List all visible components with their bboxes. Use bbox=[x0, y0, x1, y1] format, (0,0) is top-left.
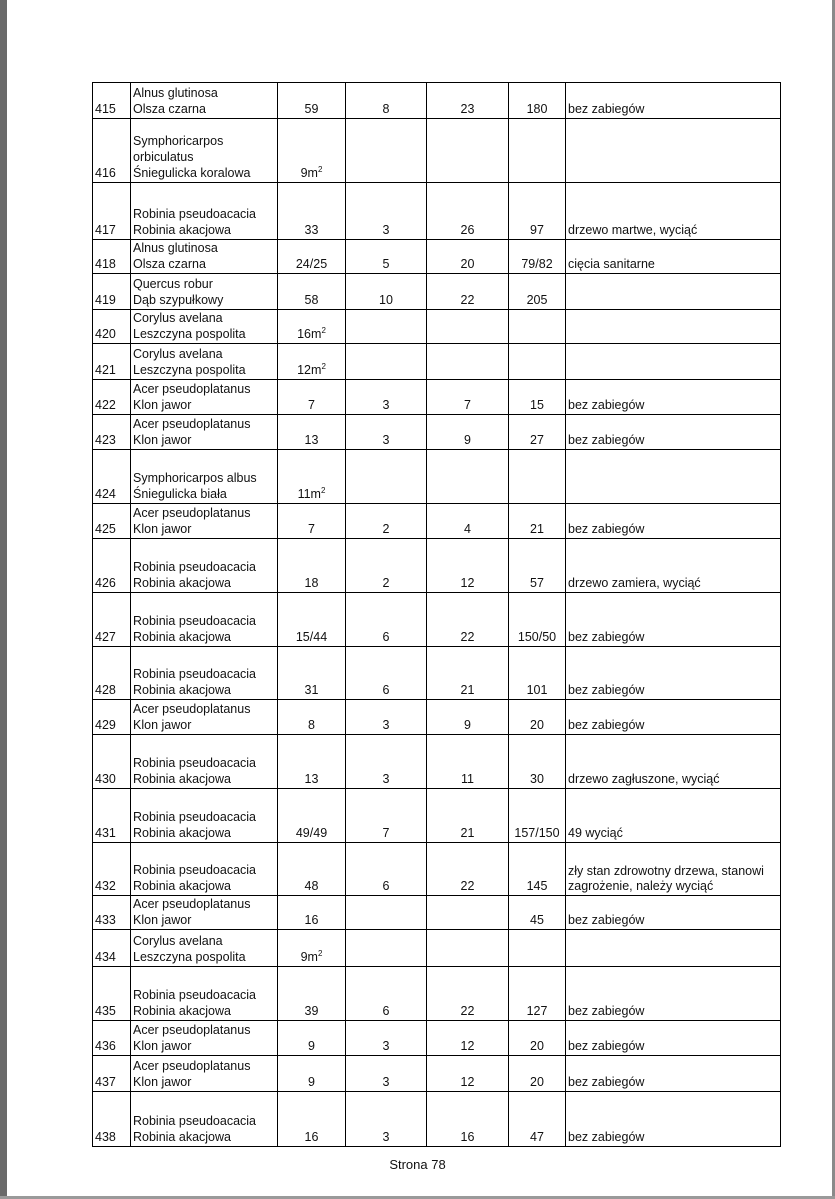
measurement-3 bbox=[427, 119, 509, 183]
species-name bbox=[131, 415, 278, 450]
species-common: Leszczyna pospolita bbox=[133, 950, 246, 964]
measurement-2: 6 bbox=[346, 843, 427, 896]
species-common: Robinia akacjowa bbox=[133, 683, 231, 697]
species-common: Klon jawor bbox=[133, 913, 192, 927]
table-row bbox=[93, 344, 781, 380]
scan-left-edge bbox=[0, 0, 7, 1199]
species-name bbox=[131, 183, 278, 240]
measurement-2: 3 bbox=[346, 183, 427, 240]
species-common: Klon jawor bbox=[133, 433, 192, 447]
measurement-3 bbox=[427, 450, 509, 504]
measurement-3 bbox=[427, 930, 509, 967]
species-name bbox=[131, 735, 278, 789]
tree-number: 437 bbox=[93, 1056, 131, 1092]
tree-number: 433 bbox=[93, 896, 131, 930]
measurement-2 bbox=[346, 310, 427, 344]
measurement-4: 127 bbox=[509, 967, 566, 1021]
tree-number: 416 bbox=[93, 119, 131, 183]
species-name bbox=[131, 967, 278, 1021]
species-latin: Robinia pseudoacacia bbox=[133, 207, 257, 221]
measurement-4: 27 bbox=[509, 415, 566, 450]
measurement-3: 22 bbox=[427, 593, 509, 647]
table-row bbox=[93, 1092, 781, 1147]
table-row bbox=[93, 789, 781, 843]
remarks bbox=[566, 310, 781, 344]
species-common: Dąb szypułkowy bbox=[133, 293, 224, 307]
measurement-3: 12 bbox=[427, 1021, 509, 1056]
table-row bbox=[93, 83, 781, 119]
remarks: drzewo zamiera, wyciąć bbox=[566, 539, 781, 593]
tree-number: 428 bbox=[93, 647, 131, 700]
tree-number: 427 bbox=[93, 593, 131, 647]
measurement-4: 79/82 bbox=[509, 240, 566, 274]
area-exponent: 2 bbox=[317, 948, 323, 958]
measurement-1: 16 bbox=[278, 1092, 346, 1147]
species-common: Śniegulicka biała bbox=[133, 487, 227, 501]
species-common: Olsza czarna bbox=[133, 102, 206, 116]
species-common: Robinia akacjowa bbox=[133, 1004, 231, 1018]
shrub-area bbox=[278, 930, 346, 967]
table-row bbox=[93, 735, 781, 789]
measurement-1: 8 bbox=[278, 700, 346, 735]
measurement-1: 13 bbox=[278, 415, 346, 450]
species-common: Robinia akacjowa bbox=[133, 223, 231, 237]
measurement-3: 9 bbox=[427, 415, 509, 450]
species-name bbox=[131, 1056, 278, 1092]
measurement-2: 3 bbox=[346, 415, 427, 450]
area-exponent: 2 bbox=[321, 325, 326, 335]
measurement-3: 20 bbox=[427, 240, 509, 274]
tree-number: 432 bbox=[93, 843, 131, 896]
measurement-4: 21 bbox=[509, 504, 566, 539]
measurement-3: 21 bbox=[427, 789, 509, 843]
measurement-3: 4 bbox=[427, 504, 509, 539]
table-row bbox=[93, 504, 781, 539]
table-row bbox=[93, 896, 781, 930]
measurement-1: 9 bbox=[278, 1056, 346, 1092]
shrub-area bbox=[278, 119, 346, 183]
measurement-1: 24/25 bbox=[278, 240, 346, 274]
species-name bbox=[131, 1092, 278, 1147]
remarks: 49 wyciąć bbox=[566, 789, 781, 843]
species-latin: Robinia pseudoacacia bbox=[133, 667, 257, 681]
shrub-area bbox=[278, 344, 346, 380]
tree-number: 418 bbox=[93, 240, 131, 274]
measurement-4: 97 bbox=[509, 183, 566, 240]
measurement-3 bbox=[427, 344, 509, 380]
tree-number: 436 bbox=[93, 1021, 131, 1056]
measurement-4 bbox=[509, 344, 566, 380]
measurement-1: 39 bbox=[278, 967, 346, 1021]
area-exponent: 2 bbox=[321, 361, 326, 371]
species-common: Robinia akacjowa bbox=[133, 879, 231, 893]
remarks: bez zabiegów bbox=[566, 415, 781, 450]
table-row bbox=[93, 647, 781, 700]
species-name bbox=[131, 700, 278, 735]
measurement-4: 30 bbox=[509, 735, 566, 789]
measurement-4 bbox=[509, 930, 566, 967]
remarks: zły stan zdrowotny drzewa, stanowi zagrożenie, należy wyciąć bbox=[566, 843, 781, 896]
measurement-4: 15 bbox=[509, 380, 566, 415]
table-row bbox=[93, 240, 781, 274]
remarks: drzewo martwe, wyciąć bbox=[566, 183, 781, 240]
measurement-2: 6 bbox=[346, 647, 427, 700]
species-latin: Acer pseudoplatanus bbox=[133, 897, 251, 911]
table-row bbox=[93, 593, 781, 647]
remarks bbox=[566, 450, 781, 504]
measurement-3: 12 bbox=[427, 539, 509, 593]
species-name bbox=[131, 83, 278, 119]
tree-number: 429 bbox=[93, 700, 131, 735]
species-common: Śniegulicka koralowa bbox=[133, 166, 251, 180]
measurement-4: 205 bbox=[509, 274, 566, 310]
measurement-2: 6 bbox=[346, 593, 427, 647]
species-latin: Robinia pseudoacacia bbox=[133, 988, 257, 1002]
tree-number: 438 bbox=[93, 1092, 131, 1147]
remarks: bez zabiegów bbox=[566, 1092, 781, 1147]
measurement-2: 3 bbox=[346, 700, 427, 735]
species-name bbox=[131, 450, 278, 504]
table-row bbox=[93, 380, 781, 415]
area-value: 9m bbox=[300, 950, 318, 964]
measurement-4 bbox=[509, 450, 566, 504]
table-row bbox=[93, 539, 781, 593]
measurement-3: 22 bbox=[427, 274, 509, 310]
species-latin: Robinia pseudoacacia bbox=[133, 863, 257, 877]
remarks: bez zabiegów bbox=[566, 700, 781, 735]
species-latin: Acer pseudoplatanus bbox=[133, 417, 251, 431]
species-name bbox=[131, 539, 278, 593]
remarks: bez zabiegów bbox=[566, 967, 781, 1021]
species-name bbox=[131, 274, 278, 310]
page-number: Strona 78 bbox=[389, 1157, 446, 1172]
remarks: bez zabiegów bbox=[566, 896, 781, 930]
measurement-1: 7 bbox=[278, 380, 346, 415]
species-common: Robinia akacjowa bbox=[133, 826, 231, 840]
species-name bbox=[131, 380, 278, 415]
measurement-3: 23 bbox=[427, 83, 509, 119]
species-latin: Alnus glutinosa bbox=[133, 86, 218, 100]
measurement-1: 58 bbox=[278, 274, 346, 310]
tree-number: 417 bbox=[93, 183, 131, 240]
tree-number: 431 bbox=[93, 789, 131, 843]
measurement-4: 45 bbox=[509, 896, 566, 930]
species-name bbox=[131, 240, 278, 274]
species-common: Klon jawor bbox=[133, 1075, 192, 1089]
species-latin: Acer pseudoplatanus bbox=[133, 382, 251, 396]
measurement-4: 20 bbox=[509, 700, 566, 735]
tree-number: 419 bbox=[93, 274, 131, 310]
species-common: Klon jawor bbox=[133, 398, 192, 412]
shrub-area bbox=[278, 450, 346, 504]
species-common: Olsza czarna bbox=[133, 257, 206, 271]
species-name bbox=[131, 930, 278, 967]
measurement-4: 47 bbox=[509, 1092, 566, 1147]
species-latin: Corylus avelana bbox=[133, 934, 223, 948]
area-value: 16m bbox=[297, 327, 322, 341]
tree-number: 425 bbox=[93, 504, 131, 539]
area-exponent: 2 bbox=[320, 485, 326, 495]
shrub-area bbox=[278, 310, 346, 344]
table-row bbox=[93, 1021, 781, 1056]
area-value: 12m bbox=[297, 363, 322, 377]
species-latin: Acer pseudoplatanus bbox=[133, 1059, 251, 1073]
measurement-1: 7 bbox=[278, 504, 346, 539]
measurement-3: 22 bbox=[427, 843, 509, 896]
measurement-2: 3 bbox=[346, 380, 427, 415]
measurement-3: 22 bbox=[427, 967, 509, 1021]
measurement-4: 101 bbox=[509, 647, 566, 700]
species-latin: Robinia pseudoacacia bbox=[133, 560, 257, 574]
remarks: drzewo zagłuszone, wyciąć bbox=[566, 735, 781, 789]
measurement-1: 13 bbox=[278, 735, 346, 789]
remarks bbox=[566, 119, 781, 183]
area-value: 9m bbox=[300, 166, 318, 180]
measurement-3 bbox=[427, 896, 509, 930]
table-row bbox=[93, 1056, 781, 1092]
measurement-2: 3 bbox=[346, 735, 427, 789]
measurement-4: 57 bbox=[509, 539, 566, 593]
measurement-3: 9 bbox=[427, 700, 509, 735]
measurement-3: 11 bbox=[427, 735, 509, 789]
measurement-4: 180 bbox=[509, 83, 566, 119]
measurement-1: 33 bbox=[278, 183, 346, 240]
measurement-3: 12 bbox=[427, 1056, 509, 1092]
species-name bbox=[131, 647, 278, 700]
tree-number: 423 bbox=[93, 415, 131, 450]
measurement-2: 10 bbox=[346, 274, 427, 310]
measurement-1: 59 bbox=[278, 83, 346, 119]
species-name bbox=[131, 504, 278, 539]
tree-number: 424 bbox=[93, 450, 131, 504]
measurement-4 bbox=[509, 310, 566, 344]
table-row bbox=[93, 450, 781, 504]
remarks bbox=[566, 930, 781, 967]
species-common: Robinia akacjowa bbox=[133, 576, 231, 590]
species-latin: Corylus avelana bbox=[133, 311, 223, 325]
tree-number: 434 bbox=[93, 930, 131, 967]
table-row bbox=[93, 183, 781, 240]
species-latin: Acer pseudoplatanus bbox=[133, 702, 251, 716]
measurement-1: 9 bbox=[278, 1021, 346, 1056]
species-latin: Robinia pseudoacacia bbox=[133, 810, 257, 824]
tree-number: 421 bbox=[93, 344, 131, 380]
measurement-2: 2 bbox=[346, 539, 427, 593]
species-latin: Robinia pseudoacacia bbox=[133, 1114, 257, 1128]
species-name bbox=[131, 593, 278, 647]
tree-number: 415 bbox=[93, 83, 131, 119]
remarks: bez zabiegów bbox=[566, 647, 781, 700]
species-name bbox=[131, 843, 278, 896]
tree-number: 435 bbox=[93, 967, 131, 1021]
species-name bbox=[131, 789, 278, 843]
measurement-2: 3 bbox=[346, 1021, 427, 1056]
tree-number: 420 bbox=[93, 310, 131, 344]
species-common: Klon jawor bbox=[133, 522, 192, 536]
remarks: bez zabiegów bbox=[566, 380, 781, 415]
tree-number: 426 bbox=[93, 539, 131, 593]
measurement-2: 2 bbox=[346, 504, 427, 539]
species-latin: Symphoricarpos orbiculatus bbox=[133, 134, 224, 164]
remarks bbox=[566, 344, 781, 380]
species-common: Leszczyna pospolita bbox=[133, 363, 246, 377]
measurement-4: 145 bbox=[509, 843, 566, 896]
measurement-3 bbox=[427, 310, 509, 344]
measurement-4: 20 bbox=[509, 1021, 566, 1056]
remarks: bez zabiegów bbox=[566, 83, 781, 119]
remarks bbox=[566, 274, 781, 310]
area-value: 11m bbox=[297, 487, 321, 501]
measurement-2: 3 bbox=[346, 1056, 427, 1092]
measurement-2 bbox=[346, 119, 427, 183]
measurement-4: 150/50 bbox=[509, 593, 566, 647]
table-row bbox=[93, 274, 781, 310]
measurement-4: 20 bbox=[509, 1056, 566, 1092]
species-name bbox=[131, 310, 278, 344]
species-common: Leszczyna pospolita bbox=[133, 327, 246, 341]
species-name bbox=[131, 119, 278, 183]
species-latin: Alnus glutinosa bbox=[133, 241, 218, 255]
measurement-2: 6 bbox=[346, 967, 427, 1021]
table-row bbox=[93, 415, 781, 450]
measurement-2 bbox=[346, 450, 427, 504]
species-latin: Robinia pseudoacacia bbox=[133, 614, 257, 628]
measurement-1: 18 bbox=[278, 539, 346, 593]
measurement-2: 7 bbox=[346, 789, 427, 843]
species-latin: Corylus avelana bbox=[133, 347, 223, 361]
table-row bbox=[93, 310, 781, 344]
species-common: Klon jawor bbox=[133, 718, 192, 732]
remarks: bez zabiegów bbox=[566, 593, 781, 647]
table-row bbox=[93, 967, 781, 1021]
measurement-2: 5 bbox=[346, 240, 427, 274]
table-row bbox=[93, 843, 781, 896]
table-row bbox=[93, 700, 781, 735]
area-exponent: 2 bbox=[317, 164, 323, 174]
tree-number: 422 bbox=[93, 380, 131, 415]
measurement-1: 16 bbox=[278, 896, 346, 930]
table-row bbox=[93, 119, 781, 183]
measurement-2: 3 bbox=[346, 1092, 427, 1147]
table-row bbox=[93, 930, 781, 967]
species-latin: Acer pseudoplatanus bbox=[133, 1023, 251, 1037]
measurement-1: 48 bbox=[278, 843, 346, 896]
measurement-3: 21 bbox=[427, 647, 509, 700]
species-common: Robinia akacjowa bbox=[133, 1130, 231, 1144]
species-name bbox=[131, 344, 278, 380]
measurement-3: 26 bbox=[427, 183, 509, 240]
remarks: bez zabiegów bbox=[566, 1056, 781, 1092]
measurement-2 bbox=[346, 930, 427, 967]
measurement-1: 31 bbox=[278, 647, 346, 700]
measurement-1: 15/44 bbox=[278, 593, 346, 647]
measurement-3: 16 bbox=[427, 1092, 509, 1147]
tree-number: 430 bbox=[93, 735, 131, 789]
remarks: cięcia sanitarne bbox=[566, 240, 781, 274]
measurement-3: 7 bbox=[427, 380, 509, 415]
measurement-4: 157/150 bbox=[509, 789, 566, 843]
species-latin: Symphoricarpos albus bbox=[133, 471, 257, 485]
species-latin: Quercus robur bbox=[133, 277, 213, 291]
measurement-2 bbox=[346, 344, 427, 380]
measurement-1: 49/49 bbox=[278, 789, 346, 843]
species-name bbox=[131, 1021, 278, 1056]
measurement-2 bbox=[346, 896, 427, 930]
measurement-2: 8 bbox=[346, 83, 427, 119]
species-latin: Acer pseudoplatanus bbox=[133, 506, 251, 520]
species-common: Klon jawor bbox=[133, 1039, 192, 1053]
tree-inventory-table bbox=[92, 82, 781, 1147]
species-latin: Robinia pseudoacacia bbox=[133, 756, 257, 770]
species-common: Robinia akacjowa bbox=[133, 772, 231, 786]
remarks: bez zabiegów bbox=[566, 504, 781, 539]
measurement-4 bbox=[509, 119, 566, 183]
remarks: bez zabiegów bbox=[566, 1021, 781, 1056]
species-name bbox=[131, 896, 278, 930]
species-common: Robinia akacjowa bbox=[133, 630, 231, 644]
